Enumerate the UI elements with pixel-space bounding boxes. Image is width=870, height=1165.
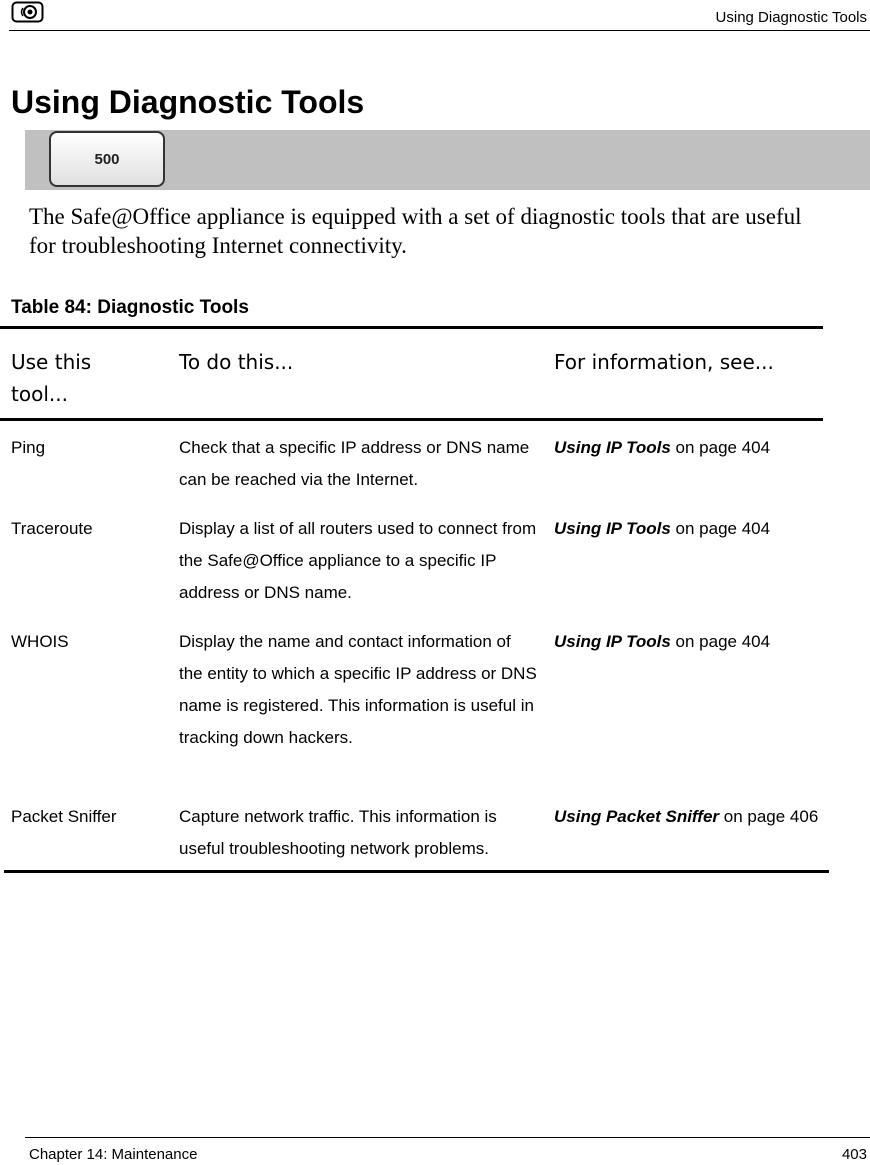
- column-header-action: To do this...: [179, 350, 294, 374]
- footer-chapter: Chapter 14: Maintenance: [29, 1146, 198, 1163]
- table-cell-tool: Packet Sniffer: [11, 807, 117, 826]
- running-header-title: Using Diagnostic Tools: [715, 9, 867, 26]
- table-top-rule: [0, 326, 823, 329]
- camera-icon: [11, 1, 44, 23]
- footer-rule: [25, 1137, 870, 1138]
- reference-link[interactable]: Using Packet Sniffer: [554, 807, 720, 826]
- table-cell-reference: [554, 432, 824, 464]
- reference-link[interactable]: Using IP Tools: [554, 519, 671, 538]
- table-cell-tool: WHOIS: [11, 632, 69, 651]
- table-cell-reference: [554, 626, 824, 658]
- page-number: 403: [841, 1146, 867, 1163]
- reference-link[interactable]: Using IP Tools: [554, 632, 671, 651]
- table-cell-description: Capture network traffic. This information is useful troubleshooting network problems.: [179, 807, 497, 858]
- reference-page: on page 404: [670, 632, 771, 651]
- table-cell-description: Check that a specific IP address or DNS name can be reached via the Internet.: [179, 438, 530, 489]
- reference-page: on page 404: [670, 519, 771, 538]
- reference-page: on page 406: [719, 807, 819, 826]
- table-header-rule: [0, 418, 823, 421]
- reference-link[interactable]: Using IP Tools: [554, 438, 671, 457]
- intro-paragraph: The Safe@Office appliance is equipped with a set of diagnostic tools that are useful for troubleshooting Internet connectivity.: [29, 204, 802, 258]
- model-badge: 500: [49, 131, 165, 187]
- table-bottom-rule: [4, 870, 829, 873]
- table-cell-description: Display the name and contact information of the entity to which a specific IP address or DNS name is registered. This information is useful in tracking down hackers.: [179, 632, 537, 747]
- column-header-tool: Use this tool...: [11, 350, 92, 406]
- table-cell-tool: Traceroute: [11, 519, 93, 538]
- column-header-reference: For information, see...: [554, 350, 774, 374]
- table-cell-tool: Ping: [11, 438, 46, 457]
- reference-page: on page 404: [670, 438, 771, 457]
- model-banner: [25, 130, 870, 190]
- table-cell-description: Display a list of all routers used to connect from the Safe@Office appliance to a specific IP address or DNS name.: [179, 519, 537, 602]
- table-caption: Table 84: Diagnostic Tools: [11, 297, 249, 318]
- page-title: Using Diagnostic Tools: [11, 84, 365, 120]
- table-cell-reference: [554, 801, 824, 833]
- header-rule: [9, 30, 870, 31]
- table-cell-reference: [554, 513, 824, 545]
